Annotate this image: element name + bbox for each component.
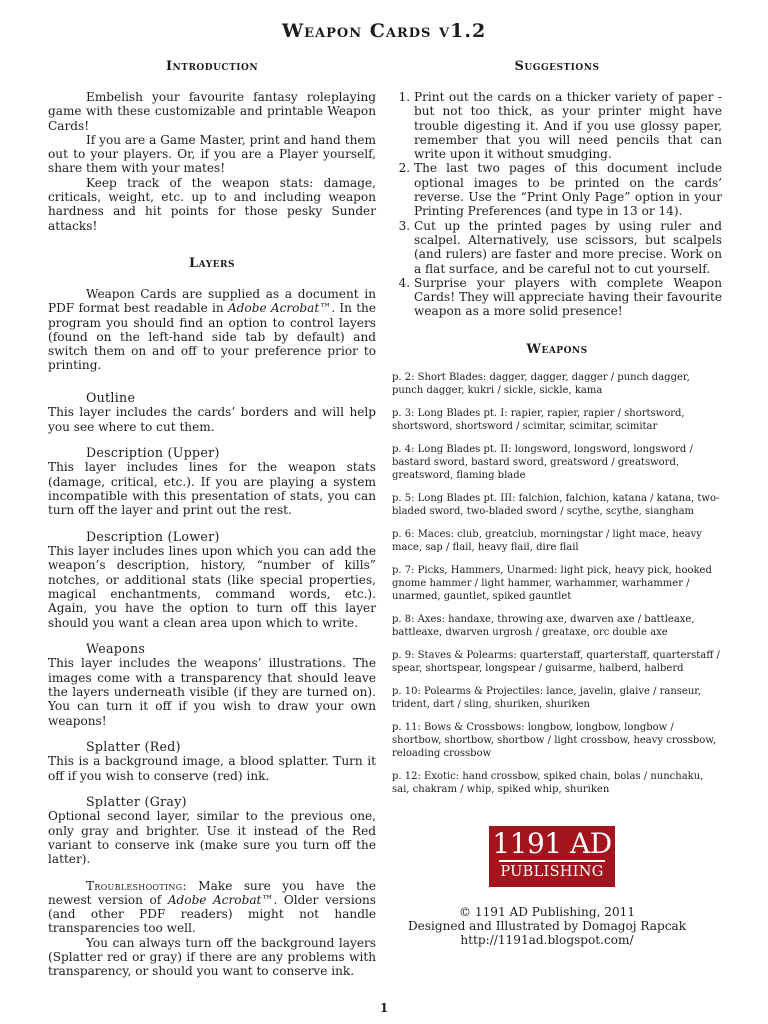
credits-block <box>392 905 702 947</box>
weapon-page-item: p. 4: Long Blades pt. II: longsword, longsword, longsword / bastard sword, bastard sword, greatsword / greatsword, greatsword, flaming blade <box>392 443 693 481</box>
layer-description-upper-text: This layer includes lines for the weapon stats (damage, critical, etc.). If you are playing a system incompatible with this presentation of stats, you can turn off the layer and print out the rest. <box>48 460 376 518</box>
publisher-logo <box>489 826 615 887</box>
weapon-page-item: p. 6: Maces: club, greatclub, morningstar / light mace, heavy mace, sap / flail, heavy flail, dire flail <box>392 528 702 553</box>
designed-by-line: Designed and Illustrated by Domagoj Rapcak <box>407 919 687 933</box>
troubleshooting-text-end: . Older versions (and other PDF readers) might not handle transparencies too well. <box>48 892 376 936</box>
layer-weapons-title: Weapons <box>86 640 146 656</box>
layer-splatter-red-text: This is a background image, a blood splatter. Turn it off if you wish to conserve (red) ink. <box>48 754 376 783</box>
troubleshooting-paragraph-2: You can always turn off the background layers (Splatter red or gray) if there are any problems with transparency, or should you want to conserve ink. <box>48 935 376 979</box>
logo-line-1: 1191 AD <box>492 827 612 860</box>
weapons-heading: Weapons <box>526 341 588 357</box>
page-number: 1 <box>379 1001 389 1015</box>
document-title: Weapon Cards v1.2 <box>281 20 487 42</box>
suggestion-item: 4. Surprise your players with complete Weapon Cards! They will appreciate having their favourite weapon as a more solid presence! <box>414 276 722 319</box>
intro-paragraph-3: Keep track of the weapon stats: damage, criticals, weight, etc. up to and including weapon hardness and hit points for those pesky Sunder attacks! <box>48 175 376 233</box>
intro-paragraph-2: If you are a Game Master, print and hand them out to your players. Or, if you are a Player yourself, share them with your mates! <box>48 132 376 176</box>
troubleshooting-paragraph <box>48 879 376 936</box>
layers-heading: Layers <box>189 255 235 271</box>
suggestion-item: 2. The last two pages of this document include optional images to be printed on the cards’ reverse. Use the “Print Only Page” option in your Printing Preferences (and type in 13 or 14). <box>414 161 722 218</box>
layer-description-upper-title: Description (Upper) <box>86 444 220 460</box>
copyright-line: © 1191 AD Publishing, 2011 <box>458 905 636 919</box>
weapon-page-item: p. 12: Exotic: hand crossbow, spiked chain, bolas / nunchaku, sai, chakram / whip, spiked whip, shuriken <box>392 770 704 795</box>
suggestions-heading: Suggestions <box>514 59 600 74</box>
suggestion-item: 1. Print out the cards on a thicker variety of paper - but not too thick, as your printer might have trouble digesting it. And if you use glossy paper, remember that you will need pencils that can write upon it without smudging. <box>414 90 722 161</box>
troubleshooting-label: Troubleshooting: <box>86 878 187 893</box>
introduction-heading: Introduction <box>165 59 259 74</box>
layer-splatter-gray-title: Splatter (Gray) <box>86 793 187 809</box>
layer-splatter-red-title: Splatter (Red) <box>86 738 181 754</box>
weapon-page-item: p. 8: Axes: handaxe, throwing axe, dwarven axe / battleaxe, battleaxe, dwarven urgrosh / greataxe, orc double axe <box>392 613 695 638</box>
weapon-page-item: p. 3: Long Blades pt. I: rapier, rapier, rapier / shortsword, shortsword, shortsword / scimitar, scimitar, scimitar <box>392 407 685 432</box>
layer-outline-title: Outline <box>86 389 136 405</box>
suggestions-list <box>392 90 722 319</box>
layer-splatter-gray-text: Optional second layer, similar to the previous one, only gray and brighter. Use it instead of the Red variant to conserve ink (make sure you turn off the latter). <box>48 809 376 867</box>
weapon-page-item: p. 11: Bows & Crossbows: longbow, longbow, longbow / shortbow, shortbow, shortbow / light crossbow, heavy crossbow, reloading crossbow <box>392 721 716 759</box>
layers-intro <box>48 287 376 373</box>
acrobat-name-2: Adobe Acrobat™ <box>167 892 274 907</box>
layers-intro-text-end: . In the program you should find an option to control layers (found on the left-hand side tab by default) and switch them on and off to your preference prior to printing. <box>48 301 377 373</box>
weapons-list <box>392 371 722 796</box>
acrobat-name: Adobe Acrobat™ <box>227 301 332 316</box>
layer-description-lower-text: This layer includes lines upon which you can add the weapon’s description, history, “number of kills” notches, or additional stats (like special properties, magical enchantments, command words, etc.). Again, you have the option to turn off this layer should you want a clean area upon which to write. <box>48 544 376 630</box>
layers-intro-text: Weapon Cards are supplied as a document in PDF format best readable in <box>48 286 376 316</box>
layer-description-lower-title: Description (Lower) <box>86 528 220 544</box>
weapon-page-item: p. 5: Long Blades pt. III: falchion, falchion, katana / katana, two-bladed sword, two-bladed sword / scythe, scythe, siangham <box>392 492 720 517</box>
intro-paragraph-1: Embelish your favourite fantasy roleplaying game with these customizable and printable Weapon Cards! <box>48 90 376 133</box>
weapon-page-item: p. 9: Staves & Polearms: quarterstaff, quarterstaff, quarterstaff / spear, shortspear, longspear / guisarme, halberd, halberd <box>392 649 720 674</box>
logo-line-2: PUBLISHING <box>500 864 604 880</box>
weapon-page-item: p. 7: Picks, Hammers, Unarmed: light pick, heavy pick, hooked gnome hammer / light hammer, warhammer, warhammer / unarmed, gauntlet, spiked gauntlet <box>392 564 712 602</box>
weapon-page-item: p. 2: Short Blades: dagger, dagger, dagger / punch dagger, punch dagger, kukri / sickle, sickle, kama <box>392 371 690 396</box>
layer-weapons-text: This layer includes the weapons’ illustrations. The images come with a transparency that should leave the layers underneath visible (if they are turned on). You can turn it off if you wish to draw your own weapons! <box>48 656 376 728</box>
weapon-page-item: p. 10: Polearms & Projectiles: lance, javelin, glaive / ranseur, trident, dart / sling, shuriken, shuriken <box>392 685 702 710</box>
right-column <box>392 58 722 806</box>
left-column <box>48 58 376 979</box>
troubleshooting-text: Make sure you have the newest version of <box>48 878 376 907</box>
website-link[interactable]: http://1191ad.blogspot.com/ <box>460 933 634 947</box>
layer-outline-text: This layer includes the cards’ borders and will help you see where to cut them. <box>48 405 376 434</box>
suggestion-item: 3. Cut up the printed pages by using ruler and scalpel. Alternatively, use scissors, but scalpels (and rulers) are faster and more precise. Work on a flat surface, and be careful not to cut yourself. <box>414 219 722 276</box>
